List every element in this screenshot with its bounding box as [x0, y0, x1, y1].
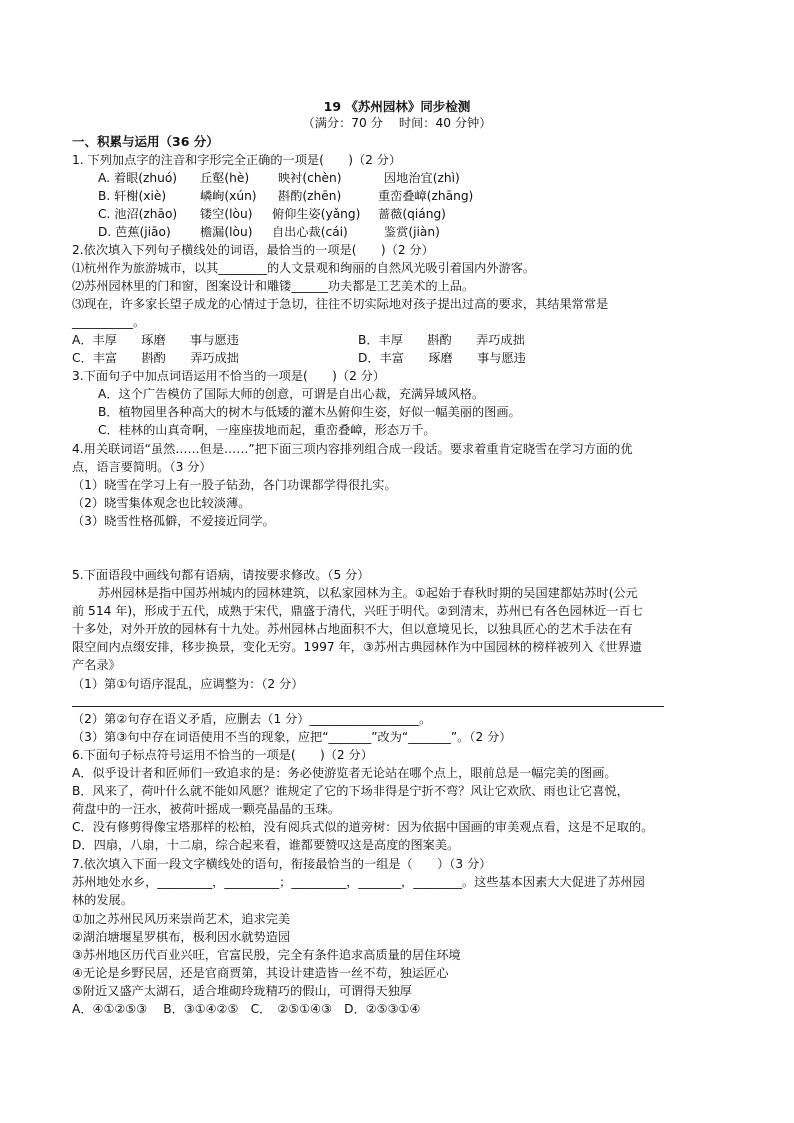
section-heading: 一、积累与运用（36 分）	[72, 134, 219, 149]
q4-item-3: （3）晓雪性格孤僻，不爱接近同学。	[72, 514, 275, 528]
q5-paragraph-line-1: 苏州园林是指中国苏州城内的园林建筑，以私家园林为主。①起始于春秋时期的吴国建都姑苏时(公元	[98, 586, 638, 600]
q6-option-d: D．四扇，八扇，十二扇，综合起来看，谁都要赞叹这是高度的图案美。	[72, 838, 460, 852]
q2-option-c: C．丰富 斟酌 弄巧成拙	[72, 351, 239, 365]
q4-item-2: （2）晓雪集体观念也比较淡薄。	[72, 496, 251, 510]
q1-option-b-1: B. 轩榭(xiè)	[98, 189, 167, 203]
q1-option-c-1: C. 池沼(zhāo)	[98, 207, 178, 221]
q1-option-c-4: 蔷薇(qiáng)	[378, 207, 446, 221]
q3-stem: 3.下面句子中加点词语运用不恰当的一项是( )（2 分）	[72, 369, 386, 383]
q1-option-d-2: 檐漏(lòu)	[200, 225, 253, 239]
q5-answer-3: （3）第③句中存在词语使用不当的现象，应把“_______”改为“_______”。（2 分）	[72, 730, 512, 744]
q1-option-c-3: 俯仰生姿(yǎng)	[272, 207, 361, 221]
q7-item-4: ④无论是乡野民居，还是官商贾第，其设计建造皆一丝不苟，独运匠心	[72, 966, 449, 980]
q6-stem: 6.下面句子标点符号运用不恰当的一项是( )（2 分）	[72, 748, 373, 762]
q5-answer-1-label: （1）第①句语序混乱，应调整为：（2 分）	[72, 677, 304, 691]
worksheet-title: 19 《苏州园林》同步检测	[323, 99, 471, 114]
q5-answer-1-line[interactable]	[72, 706, 664, 707]
q1-option-b-4: 重峦叠嶂(zhāng)	[378, 189, 474, 203]
q1-option-a-3: 映衬(chèn)	[278, 171, 342, 185]
q7-passage-line-1: 苏州地处水乡，_________，_________；_________，_______，________。这些基本因素大大促进了苏州园	[72, 875, 645, 889]
q7-passage-line-2: 林的发展。	[72, 893, 133, 907]
q5-paragraph-line-4: 限空间内点缀安排，移步换景，变化无穷。1997 年，③苏州古典园林作为中国园林的榜样被列入《世界遗	[72, 640, 642, 654]
q5-paragraph-line-2: 前 514 年)，形成于五代，成熟于宋代，鼎盛于清代，兴旺于明代。②到清末，苏州已有各色园林近一百七	[72, 604, 643, 618]
q7-stem: 7.依次填入下面一段文字横线处的语句，衔接最恰当的一组是（ ）（3 分）	[72, 857, 492, 871]
q1-option-a-2: 丘壑(hè)	[200, 171, 250, 185]
q5-stem: 5.下面语段中画线句都有语病，请按要求修改。（5 分）	[72, 568, 370, 582]
q1-option-c-2: 镂空(lòu)	[200, 207, 253, 221]
q2-option-b: B．丰厚 斟酌 弄巧成拙	[358, 333, 525, 347]
q1-option-a-1: A. 着眼(zhuó)	[98, 171, 178, 185]
q6-option-b-line-2: 荷盘中的一汪水，被荷叶摇成一颗亮晶晶的玉珠。	[72, 802, 341, 816]
q4-stem-line-2: 点，语言要简明。（3 分）	[72, 460, 212, 474]
q5-paragraph-line-3: 十多处，对外开放的园林有十九处。苏州园林占地面积不大，但以意境见长，以独具匠心的艺术手法在有	[72, 622, 633, 636]
q6-option-c: C．没有修剪得像宝塔那样的松柏，没有阅兵式似的道旁树：因为依据中国画的审美观点看，这是不足取的。	[72, 820, 654, 834]
q6-option-b-line-1: B．风来了，荷叶什么就不能如风愿？谁规定了它的下场非得是宁折不弯？风让它欢欣、雨也让它喜悦，	[72, 784, 629, 798]
q1-option-a-4: 因地治宜(zhì)	[384, 171, 460, 185]
q7-options: A．④①②⑤③ B．③①④②⑤ C． ②⑤①④③ D．②⑤③①④	[72, 1002, 421, 1016]
q3-option-b: B．植物园里各种高大的树木与低矮的灌木丛俯仰生姿，好似一幅美丽的图画。	[98, 405, 521, 419]
q7-item-5: ⑤附近又盛产太湖石，适合堆砌玲珑精巧的假山，可谓得天独厚	[72, 984, 412, 998]
q7-item-2: ②湖泊塘堰星罗棋布，极利因水就势造园	[72, 930, 291, 944]
q7-item-1: ①加之苏州民风历来崇尚艺术，追求完美	[72, 912, 291, 926]
q1-option-b-3: 斟酌(zhēn)	[278, 189, 342, 203]
worksheet-subtitle: （满分：70 分 时间：40 分钟）	[302, 116, 492, 130]
q2-sentence-3-blank: __________。	[72, 315, 146, 329]
q1-stem: 1. 下列加点字的注音和字形完全正确的一项是( )（2 分）	[72, 153, 402, 167]
q7-item-3: ③苏州地区历代百业兴旺，官富民殷，完全有条件追求高质量的居住环境	[72, 948, 461, 962]
q2-option-d: D．丰富 琢磨 事与愿违	[358, 351, 526, 365]
q2-sentence-2: ⑵苏州园林里的门和窗，图案设计和雕镂______功夫都是工艺美术的上品。	[72, 279, 475, 293]
q1-option-d-3: 自出心裁(cái)	[272, 225, 348, 239]
q4-item-1: （1）晓雪在学习上有一股子钻劲，各门功课都学得很扎实。	[72, 478, 397, 492]
q1-option-b-2: 嶙峋(xún)	[200, 189, 257, 203]
q2-stem: 2.依次填入下列句子横线处的词语，最恰当的一项是( )（2 分）	[72, 243, 434, 257]
q2-option-a: A．丰厚 琢磨 事与愿违	[72, 333, 239, 347]
q1-option-d-1: D. 芭蕉(jiāo)	[98, 225, 171, 239]
q2-sentence-3: ⑶现在，许多家长望子成龙的心情过于急切，往往不切实际地对孩子提出过高的要求，其结果常常是	[72, 297, 609, 311]
q6-option-a: A．似乎设计者和匠师们一致追求的是：务必使游览者无论站在哪个点上，眼前总是一幅完美的图画。	[72, 766, 617, 780]
q5-answer-2: （2）第②句存在语义矛盾，应删去（1 分）__________________。	[72, 712, 432, 726]
q4-stem-line-1: 4.用关联词语“虽然……但是……”把下面三项内容排列组合成一段话。要求着重肯定晓雪在学习方面的优	[72, 442, 633, 456]
q5-paragraph-line-5: 产名录》	[72, 658, 121, 672]
q3-option-a: A．这个广告模仿了国际大师的创意，可谓是自出心裁，充满异域风格。	[98, 387, 485, 401]
q3-option-c: C．桂林的山真奇啊，一座座拔地而起，重峦叠嶂，形态万千。	[98, 423, 436, 437]
q2-sentence-1: ⑴杭州作为旅游城市，以其________的人文景观和绚丽的自然风光吸引着国内外游客。	[72, 261, 536, 275]
q1-option-d-4: 鉴赏(jiàn)	[384, 225, 440, 239]
